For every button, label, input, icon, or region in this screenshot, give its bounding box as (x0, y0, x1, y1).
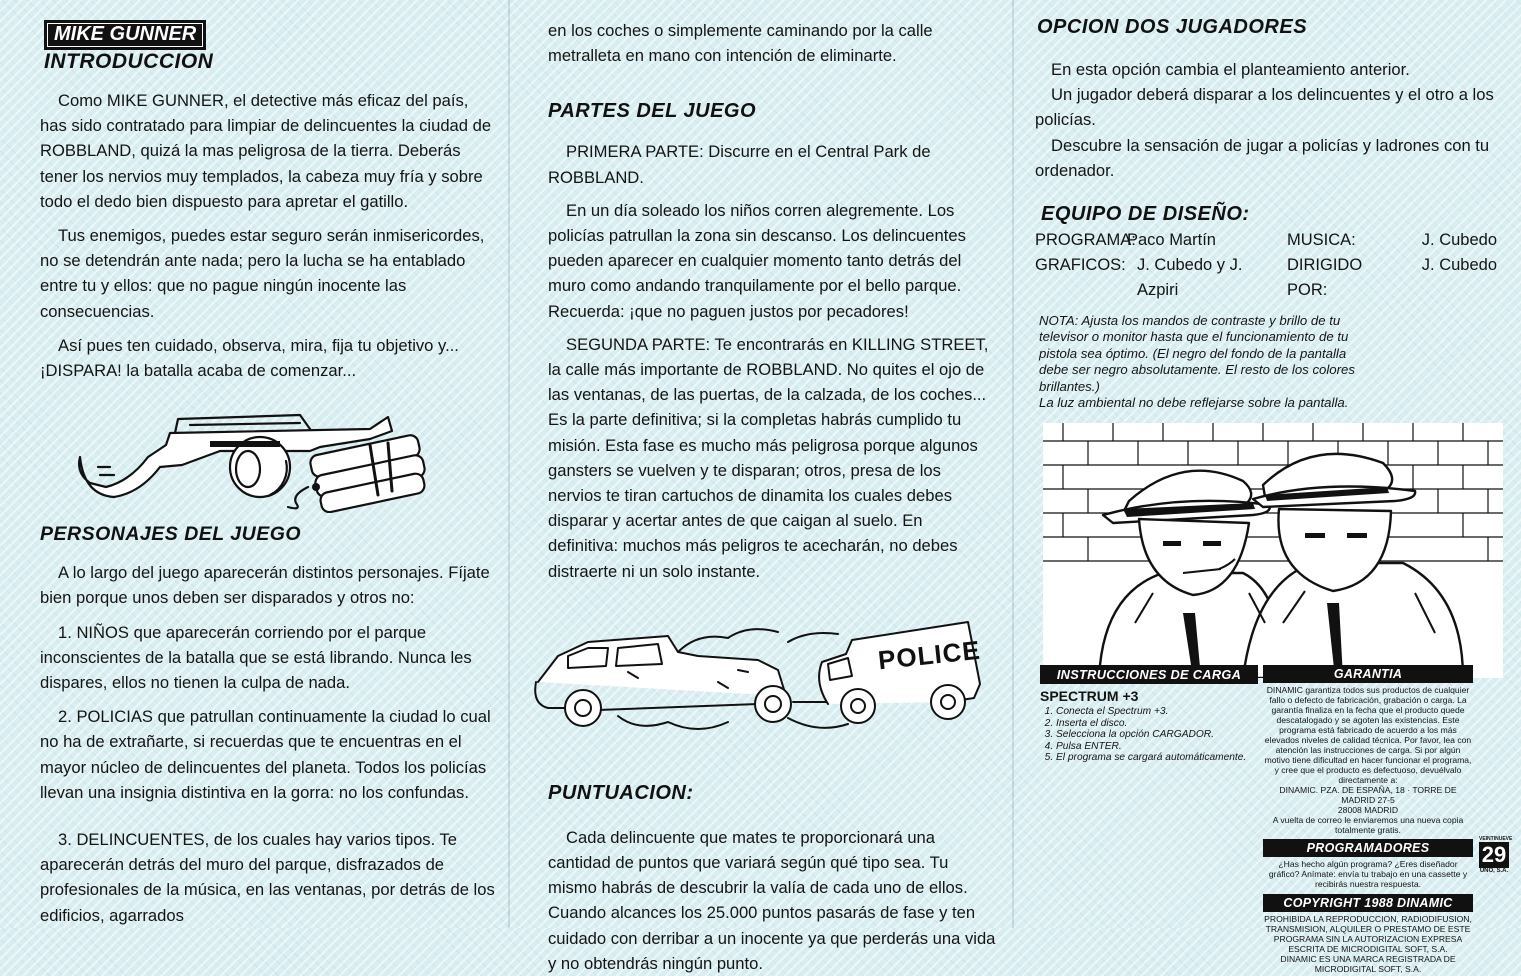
design-team-heading: EQUIPO DE DISEÑO: (1041, 203, 1250, 226)
loading-step: 4. Pulsa ENTER. (1056, 741, 1258, 753)
copyright-heading: COPYRIGHT 1988 DINAMIC (1263, 894, 1473, 912)
intro-paragraph-3: Así pues ten cuidado, observa, mira, fija tu objetivo y... ¡DISPARA! la batalla acaba de comenzar... (40, 335, 459, 381)
guarantee-note: A vuelta de correo le enviaremos una nueva copia totalmente gratis. (1272, 815, 1464, 835)
publisher-mark: UNO, S.A. (1479, 868, 1509, 874)
score-paragraph: Cada delincuente que mates te proporcionará una cantidad de puntos que variará según qué tipo sea. Tu mismo habrás de descubrir la valía de cada uno de ellos. Cuando alcances los 25.000 puntos pasarás de fase y ten cuidado con derribar a un inocente ya que perderás una vida y no obtendrás ningún punto. (548, 827, 996, 973)
characters-paragraph-criminals: 3. DELINCUENTES, de los cuales hay varios tipos. Te aparecerán detrás del muro del parque, disfrazados de profesionales de la música, en las ventanas, por detrás de los edificios, agarrados (40, 830, 495, 925)
credit-value-music: J. Cubedo (1421, 231, 1497, 250)
gangsters-illustration (1043, 423, 1503, 678)
design-team-credits (1035, 228, 1495, 303)
loading-instructions (1040, 665, 1258, 764)
loading-step: 5. El programa se cargará automáticamente. (1056, 752, 1258, 764)
police-chase-illustration (528, 612, 997, 742)
copyright-text: PROHIBIDA LA REPRODUCCION, RADIODIFUSION, TRANSMISION, ALQUILER O PRESTAMO DE ESTE PROGRAMA SIN LA AUTORIZACION EXPRESA ESCRITA DE MICRODIGITAL SOFT, S.A. (1264, 914, 1472, 954)
guarantee-address-1: DINAMIC. PZA. DE ESPAÑA, 18 · TORRE DE MADRID 27-5 (1279, 785, 1457, 805)
trademark-text: DINAMIC ES UNA MARCA REGISTRADA DE MICRODIGITAL SOFT, S.A. (1280, 954, 1456, 974)
programmers-text: ¿Has hecho algún programa? ¿Eres diseñador gráfico? Anímate: envía tu trabajo en una cassette y recibirás nuestra respuesta. (1268, 859, 1468, 889)
two-players-heading: OPCION DOS JUGADORES (1037, 16, 1308, 38)
parts-heading: PARTES DEL JUEGO (548, 100, 757, 123)
loading-platform: SPECTRUM +3 (1040, 688, 1139, 704)
two-players-paragraph-3: Descubre la sensación de jugar a policías y ladrones con tu ordenador. (1035, 135, 1490, 180)
guarantee-heading: GARANTIA (1263, 665, 1473, 683)
monitor-note: NOTA: Ajusta los mandos de contraste y brillo de tu televisor o monitor hasta que el funcionamiento de tu pistola sea óptimo. (El negro del fondo de la pantalla debe ser negro absolutamente. El resto de los colores brillantes.) (1039, 313, 1355, 394)
two-players-paragraph-2: Un jugador deberá disparar a los delincuentes y el otro a los policías. (1035, 85, 1494, 130)
credit-value-graphics: J. Cubedo y J. Azpiri (1137, 256, 1243, 300)
loading-step: 3. Selecciona la opción CARGADOR. (1056, 729, 1258, 741)
intro-paragraph-2: Tus enemigos, puedes estar seguro serán inmisericordes, no se detendrán ante nada; pero la lucha se ha entablado entre tu y ellos: que no pague ningún inocente las consecuencias. (40, 226, 485, 321)
loading-step: 1. Conecta el Spectrum +3. (1056, 706, 1258, 718)
parts-paragraph-park: En un día soleado los niños corren alegremente. Los policías patrullan la zona sin descanso. Los delincuentes pueden aparecer en cualquier momento tanto detrás del muro como andando tranquilamente por el bello parque. Recuerda: ¡que no paguen justos por pecadores! (548, 200, 966, 321)
game-title-badge: MIKE GUNNER (44, 20, 206, 50)
characters-paragraph-police: 2. POLICIAS que patrullan continuamente la ciudad lo cual no ha de extrañarte, si recuerdas que te encuentras en el mayor núcleo de delincuentes del planeta. Todos los policías llevan una insignia distintiva en la gorra: no los confundas. (40, 707, 491, 802)
characters-heading: PERSONAJES DEL JUEGO (40, 523, 302, 546)
continued-paragraph: en los coches o simplemente caminando por la calle metralleta en mano con intención de eliminarte. (548, 21, 933, 66)
credit-value-program: Paco Martín (1127, 231, 1216, 250)
credit-label-music: MUSICA: (1287, 231, 1356, 250)
characters-paragraph-1: A lo largo del juego aparecerán distintos personajes. Fíjate bien porque unos deben ser disparados y otros no: (40, 563, 490, 608)
two-players-paragraph-1: En esta opción cambia el planteamiento anterior. (1051, 60, 1410, 79)
loading-step: 2. Inserta el disco. (1056, 718, 1258, 730)
guarantee-address-2: 28008 MADRID (1337, 805, 1399, 815)
programmers-heading: PROGRAMADORES (1263, 839, 1473, 857)
police-van-label: POLICE (876, 634, 983, 676)
page-number-block (1479, 836, 1513, 874)
page-number-word: VEINTINUEVE (1479, 836, 1513, 842)
column-middle (510, 0, 1015, 973)
characters-paragraph-children: 1. NIÑOS que aparecerán corriendo por el parque inconscientes de la batalla que se está librando. Nunca les dispares, ellos no tienen la culpa de nada. (40, 622, 472, 693)
loading-steps (1040, 706, 1258, 764)
parts-second-part: SEGUNDA PARTE: Te encontrarás en KILLING STREET, la calle más importante de ROBBLAND. No quites el ojo de las ventanas, de las puertas, de la calzada, de los coches... Es la parte definitiva; si la completas habrás cumplido tu misión. Esta fase es mucho más peligrosa porque algunos gansters se vuelven y te disparan; otros, presa de los nervios te tiran cartuchos de dinamita los cuales debes disparar y acertar antes de que caigan al suelo. En definitiva: muchos más peligros te acecharán, no debes distraerte ni un solo instante. (548, 334, 989, 581)
loading-heading: INSTRUCCIONES DE CARGA (1040, 665, 1258, 684)
guarantee-text: DINAMIC garantiza todos sus productos de cualquier fallo o defecto de fabricación, grabación o carga. La garantía finaliza en la fecha que el producto quede descatalogado y se agoten las existencias. Este programa está fabricado de acuerdo a los más elevados niveles de calidad técnica. Por favor, lea con atención las instrucciones de carga. Si por algún motivo tiene dificultad en hacer funcionar el programa, y cree que el producto es defectuoso, devuélvalo directamente a: (1264, 685, 1472, 785)
credit-label-graphics: GRAFICOS: (1035, 256, 1126, 275)
score-heading: PUNTUACION: (548, 781, 694, 804)
gun-dynamite-illustration (70, 395, 496, 513)
intro-paragraph-1: Como MIKE GUNNER, el detective más eficaz del país, has sido contratado para limpiar de delincuentes la ciudad de ROBBLAND, quizá la mas peligrosa de la tierra. Deberás tener los nervios muy templados, la cabeza muy fría y sobre todo el dedo bien dispuesto para apretar el gatillo. (40, 91, 492, 211)
column-right (1015, 0, 1521, 974)
intro-heading: INTRODUCCION (44, 50, 214, 73)
column-left (0, 0, 510, 928)
credit-label-program: PROGRAMA: (1035, 231, 1136, 250)
page-number: 29 (1479, 842, 1509, 868)
ambient-light-note: La luz ambiental no debe reflejarse sobre la pantalla. (1039, 395, 1349, 411)
parts-first-part: PRIMERA PARTE: Discurre en el Central Park de ROBBLAND. (548, 142, 931, 187)
credit-label-director: DIRIGIDO POR: (1287, 256, 1363, 300)
credit-value-director: J. Cubedo (1421, 256, 1497, 275)
